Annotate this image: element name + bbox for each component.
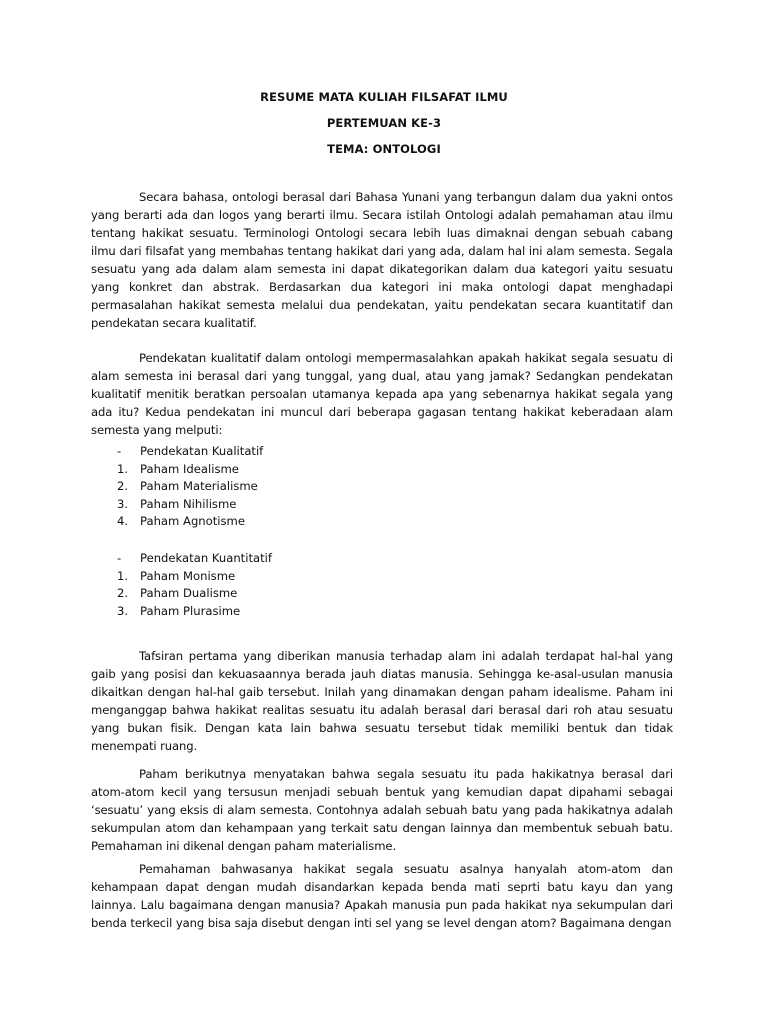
list-item-text: Paham Dualisme [140, 586, 238, 601]
list-item [117, 603, 517, 621]
list-item [117, 585, 517, 603]
list-item [117, 478, 517, 496]
list-marker: 3. [117, 496, 129, 511]
list-item [117, 513, 517, 531]
quantitative-list [117, 550, 517, 620]
list-marker: 2. [117, 586, 129, 601]
list-item [117, 443, 517, 461]
list-marker: 2. [117, 479, 129, 494]
list-marker: 1. [117, 461, 129, 476]
meeting-heading: PERTEMUAN KE-3 [326, 116, 442, 130]
list-item [117, 461, 517, 479]
list-item [117, 568, 517, 586]
list-marker: 4. [117, 514, 129, 529]
paragraph-definition: Secara bahasa, ontologi berasal dari Bahasa Yunani yang terbangun dalam dua yakni ontos yang berarti ada dan logos yang berarti ilmu. Secara istilah Ontologi adalah pemahaman atau ilmu tentang hakikat sesuatu. Terminologi Ontologi secara lebih luas dimaknai dengan sebuah cabang ilmu dari filsafat yang membahas tentang hakikat dari yang ada, dalam hal ini alam semesta. Segala sesuatu yang ada dalam alam semesta ini dapat dikategorikan dalam dua kategori yaitu sesuatu yang konkret dan abstrak. Berdasarkan dua kategori ini maka ontologi dapat menghadapi permasalahan hakikat semesta melalui dua pendekatan, yaitu pendekatan secara kuantitatif dan pendekatan secara kualitatif. [91, 190, 673, 330]
list-marker: - [117, 551, 122, 565]
list-item-text: Pendekatan Kuantitatif [140, 551, 272, 565]
list-marker: - [117, 444, 122, 458]
list-item [117, 550, 517, 568]
qualitative-list [117, 443, 517, 531]
document-title: RESUME MATA KULIAH FILSAFAT ILMU [260, 90, 508, 104]
list-item-text: Paham Idealisme [140, 461, 239, 476]
list-marker: 1. [117, 568, 129, 583]
list-item-text: Paham Plurasime [140, 603, 241, 618]
paragraph-understanding: Pemahaman bahwasanya hakikat segala sesuatu asalnya hanyalah atom-atom dan kehampaan dapat dengan mudah disandarkan kepada benda mati seprti batu kayu dan yang lainnya. Lalu bagaimana dengan manusia? Apakah manusia pun pada hakikat nya sekumpulan dari benda terkecil yang bisa saja disebut dengan inti sel yang se level dengan atom? Bagaimana dengan [91, 862, 673, 930]
paragraph-materialism: Paham berikutnya menyatakan bahwa segala sesuatu itu pada hakikatnya berasal dari atom-atom kecil yang tersusun menjadi sebuah bentuk yang kemudian dapat dipahami sebagai ‘sesuatu’ yang eksis di alam semesta. Contohnya adalah sebuah batu yang pada hakikatnya adalah sekumpulan atom dan kehampaan yang terkait satu dengan lainnya dan membentuk sebuah batu. Pemahaman ini dikenal dengan paham materialisme. [91, 767, 673, 853]
list-marker: 3. [117, 603, 129, 618]
list-item-text: Paham Nihilisme [140, 496, 237, 511]
paragraph-idealism: Tafsiran pertama yang diberikan manusia terhadap alam ini adalah terdapat hal-hal yang gaib yang posisi dan kekuasaannya berada jauh diatas manusia. Sehingga ke-asal-usulan manusia dikaitkan dengan hal-hal gaib tersebut. Inilah yang dinamakan dengan paham idealisme. Paham ini menganggap bahwa hakikat realitas sesuatu itu adalah berasal dari berasal dari roh atau sesuatu yang bukan fisik. Dengan kata lain bahwa sesuatu tersebut tidak memiliki bentuk dan tidak menempati ruang. [91, 649, 673, 753]
list-item-text: Paham Materialisme [140, 479, 258, 494]
theme-heading: TEMA: ONTOLOGI [327, 142, 441, 156]
list-item-text: Paham Agnotisme [140, 514, 245, 529]
list-item [117, 496, 517, 514]
paragraph-approaches: Pendekatan kualitatif dalam ontologi mempermasalahkan apakah hakikat segala sesuatu di alam semesta ini berasal dari yang tunggal, yang dual, atau yang jamak? Sedangkan pendekatan kualitatif menitik beratkan persoalan utamanya kepada apa yang sebenarnya hakikat segala yang ada itu? Kedua pendekatan ini muncul dari beberapa gagasan tentang hakikat keberadaan alam semesta yang melputi: [91, 351, 673, 437]
list-item-text: Paham Monisme [140, 568, 236, 583]
list-item-text: Pendekatan Kualitatif [140, 444, 264, 458]
